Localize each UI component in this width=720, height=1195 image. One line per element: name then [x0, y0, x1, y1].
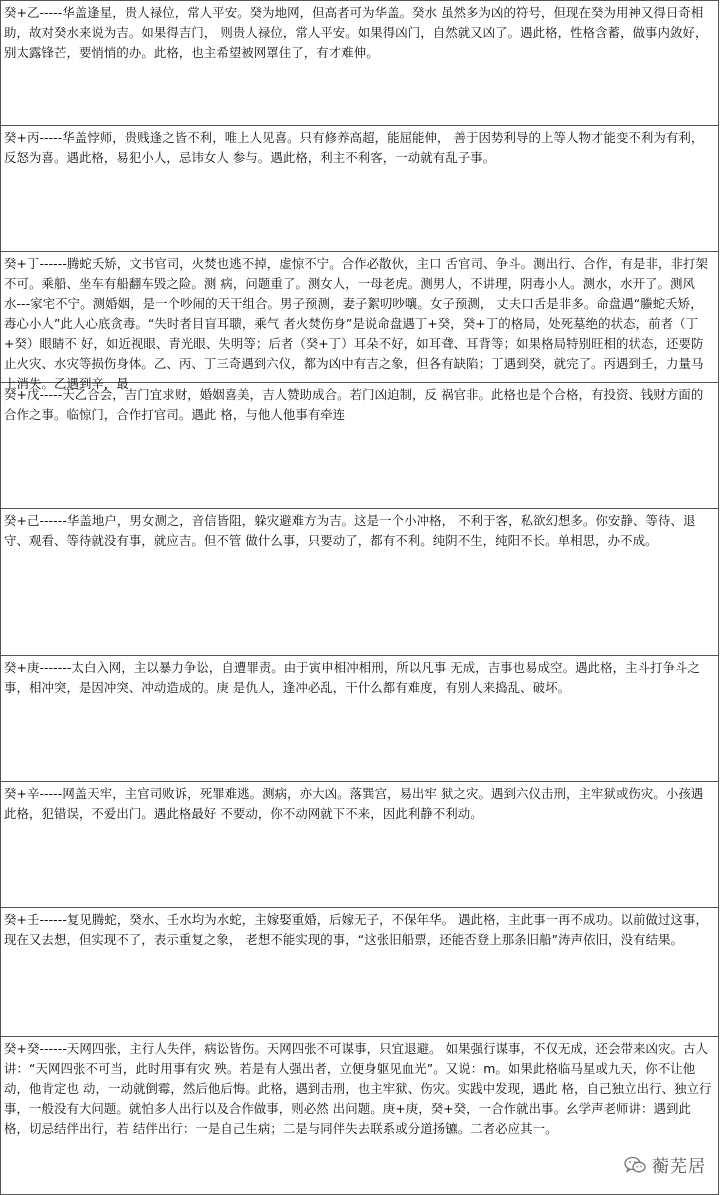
- table-row: [0, 252, 719, 391]
- table-row: [0, 509, 719, 656]
- entry-text: 癸+辛-----网盖天牢，主官司败诉，死罪难逃。测病，亦大凶。落巽宫，易出牢 狱之灾。遇到六仪击刑，主牢狱或伤灾。小孩遇此格，犯错误，不爱出门。遇此格最好 不要动，你不动网就下不来，因此利静不利动。: [4, 786, 704, 821]
- entry-text: 癸+丙-----华盖悖师，贵贱逢之皆不利，唯上人见喜。只有修养高超，能屈能伸， 善于因势利导的上等人物才能变不利为有利，反怒为喜。遇此格，易犯小人，忌讳女人 参与。遇此格，利主不利客，一动就有乱子事。: [4, 130, 704, 165]
- wechat-icon: [624, 1156, 646, 1174]
- entry-text: 癸+庚-------太白入网，主以暴力争讼，自遭罪责。由于寅申相冲相刑，所以凡事 无成，吉事也易成空。遇此格，主斗打争斗之事，相冲突，是因冲突、冲动造成的。庚 是仇人，逢冲必乱，干什么都有难度，有别人来捣乱、破坏。: [4, 660, 701, 695]
- table-row: [0, 383, 719, 509]
- table-row: [0, 782, 719, 908]
- watermark: [624, 1152, 706, 1177]
- table-row: [0, 908, 719, 1037]
- entry-text: 癸+己------华盖地户，男女测之，音信皆阻，躲灾避难方为吉。这是一个小冲格， 不利于客，私欲幻想多。你安静、等待、退守、观看、等待就没有事，就应吉。但不管 做什么事，只要动了，都有不利。纯阴不生，纯阳不长。单相思，办不成。: [4, 513, 696, 548]
- table-row: [0, 656, 719, 782]
- table-row: [0, 126, 719, 252]
- watermark-text: 蘅芜居: [652, 1157, 706, 1177]
- table-row: [0, 0, 719, 126]
- entry-text: 癸+乙-----华盖逢星，贵人禄位，常人平安。癸为地网，但高者可为华盖。癸水 虽然多为凶的符号，但现在癸为用神又得日奇相助，故对癸水来说为吉。如果得吉门， 则贵人禄位，常人平安。如果得凶门，自然就又凶了。遇此格，性格含蓄，做事内敛好， 别太露锋芒，要悄悄的办。此格，也主希望被网罩住了，有才难伸。: [4, 5, 708, 60]
- entry-text: 癸+壬------复见腾蛇，癸水、壬水均为水蛇，主嫁娶重婚，后嫁无子，不保年华。 遇此格，主此事一再不成功。以前做过这事，现在又去想，但实现不了，表示重复之象， 老想不能实现的事，“这张旧船票，还能否登上那条旧船”涛声依旧，没有结果。: [4, 912, 708, 947]
- table-row: [0, 1037, 719, 1195]
- entry-text: 癸+戊-----天乙合会，吉门宜求财，婚姻喜美，吉人赞助成合。若门凶迫制，反 祸官非。此格也是个合格，有投资、钱财方面的合作之事。临惊门，合作打官司。遇此 格，与他人他事有牵连: [4, 387, 704, 422]
- entry-text: 癸+丁------腾蛇夭矫，文书官司，火焚也逃不掉，虚惊不宁。合作必散伙，主口 舌官司、争斗。测出行、合作，有是非，非打架不可。乘船、坐车有船翻车毁之险。测 病，问题重了。测女人，一母老虎。测男人，不讲理，阴毒小人。测水，水开了。测风 水---家宅不宁。测婚姻，是一个吵闹的天干组合。男子预测，妻子絮叨吵嚷。女子预测， 丈夫口舌是非多。命盘遇“螣蛇夭矫，毒心小人”此人心底贪毒。“失时者目盲耳聩，乘气 者火焚伤身”是说命盘遇丁+癸，癸+丁的格局，处死墓绝的状态，前者（丁+癸）眼睛不 好，如近视眼、青光眼、失明等；后者（癸+丁）耳朵不好，如耳聋、耳背等；如果格局特别旺相的状态，还要防止火灾、水灾等损伤身体。乙、丙、丁三奇遇到六仪，都为凶中有吉之象，但各有缺陷；丁遇到癸，就完了。丙遇到壬，力量马上消失。乙遇到辛，最: [4, 256, 708, 391]
- entry-text: 癸+癸------天网四张，主行人失伴，病讼皆伤。天网四张不可谋事，只宜退避。 如果强行谋事，不仅无成，还会带来凶灾。古人讲：“天网四张不可当，此时用事有灾 殃。若是有人强出者，立便身躯见血光”。又说：m。如果此格临马星或九天，你不让他动，他肯定也 动，一动就倒霉，然后他后悔。此格，遇到击刑，也主牢狱、伤灾。实践中发现，遇此 格，自己独立出行、独立行事，一般没有大问题。就怕多人出行以及合作做事，则必然 出问题。庚+庚，癸+癸，一合作就出事。幺学声老师讲：遇到此格，切忌结伴出行，若 结伴出行：一是自己生病；二是与同伴失去联系或分道扬镳。二者必应其一。: [4, 1041, 712, 1136]
